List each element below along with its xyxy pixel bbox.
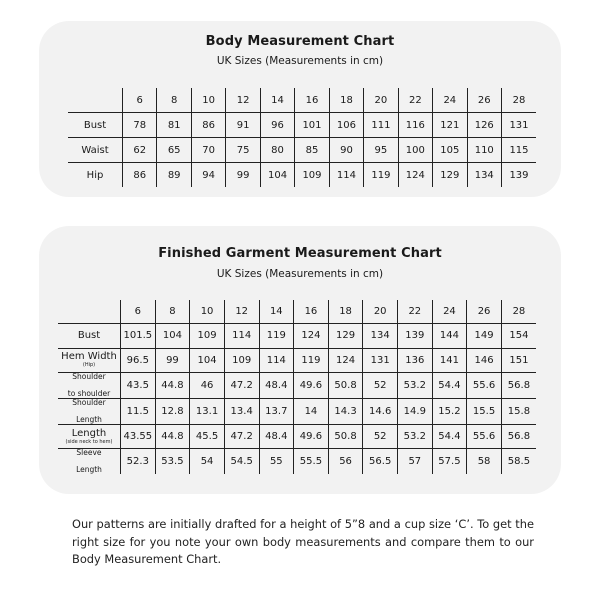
- measurement-cell: 56: [328, 449, 363, 475]
- measurement-cell: 75: [226, 138, 260, 163]
- measurement-cell: 78: [123, 113, 157, 138]
- measurement-cell: 109: [190, 324, 225, 348]
- size-header-cell: 26: [467, 88, 501, 113]
- measurement-cell: 80: [260, 138, 294, 163]
- size-header-cell: 10: [190, 300, 225, 324]
- body-chart-subtitle: UK Sizes (Measurements in cm): [216, 55, 384, 67]
- measurement-cell: 11.5: [121, 398, 156, 424]
- measurement-cell: 141: [432, 348, 467, 372]
- measurement-cell: 57: [398, 449, 433, 475]
- measurement-cell: 57.5: [432, 449, 467, 475]
- measurement-cell: 114: [329, 163, 363, 188]
- row-label-text: Hem Width: [61, 351, 117, 363]
- measurement-cell: 58: [467, 449, 502, 475]
- row-label-text: Bust: [83, 119, 107, 131]
- measurement-cell: 13.1: [190, 398, 225, 424]
- row-label-text: Sleeve: [76, 448, 102, 458]
- measurement-cell: 50.8: [328, 372, 363, 398]
- measurement-cell: 14.9: [398, 398, 433, 424]
- measurement-cell: 99: [155, 348, 190, 372]
- measurement-cell: 90: [329, 138, 363, 163]
- measurement-cell: 56.5: [363, 449, 398, 475]
- measurement-cell: 46: [190, 372, 225, 398]
- measurement-cell: 56.8: [501, 424, 536, 448]
- measurement-cell: 146: [467, 348, 502, 372]
- size-header-cell: 14: [260, 88, 294, 113]
- size-header-cell: 18: [328, 300, 363, 324]
- row-label: [58, 372, 121, 398]
- size-header-cell: 16: [294, 300, 329, 324]
- measurement-cell: 119: [259, 324, 294, 348]
- size-header-cell: 8: [157, 88, 191, 113]
- row-label: [58, 348, 121, 372]
- measurement-cell: 48.4: [259, 424, 294, 448]
- measurement-cell: 91: [226, 113, 260, 138]
- measurement-cell: 48.4: [259, 372, 294, 398]
- measurement-cell: 50.8: [328, 424, 363, 448]
- sizing-note: Our patterns are initially drafted for a height of 5”8 and a cup size ‘C’. To get the right size for you note your own body measurements and compare them to our Body Measurement Chart.: [72, 517, 534, 566]
- measurement-cell: 44.8: [155, 424, 190, 448]
- measurement-cell: 52: [363, 424, 398, 448]
- measurement-row: [58, 324, 536, 348]
- measurement-cell: 55.5: [294, 449, 329, 475]
- row-label-sub: (Hip): [82, 362, 96, 369]
- size-header-cell: 20: [364, 88, 398, 113]
- measurement-cell: 95: [364, 138, 398, 163]
- row-label-text: Shoulder: [72, 397, 106, 407]
- size-header-row: [58, 300, 536, 324]
- row-label-text: Length: [71, 427, 107, 439]
- measurement-cell: 89: [157, 163, 191, 188]
- measurement-cell: 12.8: [155, 398, 190, 424]
- measurement-cell: 15.8: [501, 398, 536, 424]
- size-header-cell: 16: [295, 88, 329, 113]
- size-header-cell: 10: [191, 88, 225, 113]
- row-label: [68, 138, 123, 163]
- measurement-cell: 129: [433, 163, 467, 188]
- measurement-cell: 131: [501, 113, 536, 138]
- measurement-cell: 119: [294, 348, 329, 372]
- measurement-cell: 129: [328, 324, 363, 348]
- size-header-cell: 12: [226, 88, 260, 113]
- measurement-cell: 106: [329, 113, 363, 138]
- measurement-cell: 53.5: [155, 449, 190, 475]
- measurement-cell: 121: [433, 113, 467, 138]
- body-measurement-table: [68, 88, 536, 187]
- measurement-cell: 124: [328, 348, 363, 372]
- measurement-cell: 109: [224, 348, 259, 372]
- measurement-cell: 15.2: [432, 398, 467, 424]
- measurement-cell: 104: [260, 163, 294, 188]
- measurement-cell: 55: [259, 449, 294, 475]
- size-header-cell: 6: [123, 88, 157, 113]
- size-header-cell: 14: [259, 300, 294, 324]
- measurement-cell: 85: [295, 138, 329, 163]
- measurement-cell: 94: [191, 163, 225, 188]
- row-label-text-2: to shoulder: [67, 388, 111, 398]
- size-header-cell: 24: [432, 300, 467, 324]
- size-header-cell: 24: [433, 88, 467, 113]
- measurement-row: [68, 163, 536, 188]
- measurement-cell: 126: [467, 113, 501, 138]
- measurement-cell: 114: [224, 324, 259, 348]
- measurement-cell: 104: [155, 324, 190, 348]
- measurement-cell: 110: [467, 138, 501, 163]
- measurement-cell: 52.3: [121, 449, 156, 475]
- measurement-row: [58, 398, 536, 424]
- size-header-row: [68, 88, 536, 113]
- row-label-text: Hip: [86, 169, 104, 181]
- measurement-cell: 13.7: [259, 398, 294, 424]
- measurement-cell: 100: [398, 138, 432, 163]
- measurement-cell: 86: [123, 163, 157, 188]
- garment-chart-subtitle: UK Sizes (Measurements in cm): [216, 268, 384, 280]
- measurement-cell: 14: [294, 398, 329, 424]
- measurement-cell: 96.5: [121, 348, 156, 372]
- row-label: [58, 324, 121, 348]
- measurement-row: [68, 113, 536, 138]
- measurement-cell: 151: [501, 348, 536, 372]
- measurement-cell: 101.5: [121, 324, 156, 348]
- measurement-cell: 81: [157, 113, 191, 138]
- measurement-cell: 13.4: [224, 398, 259, 424]
- measurement-cell: 43.55: [121, 424, 156, 448]
- measurement-cell: 134: [363, 324, 398, 348]
- measurement-cell: 52: [363, 372, 398, 398]
- row-label-text: Waist: [81, 144, 109, 156]
- row-label: [68, 113, 123, 138]
- measurement-cell: 101: [295, 113, 329, 138]
- measurement-row: [58, 449, 536, 475]
- measurement-cell: 65: [157, 138, 191, 163]
- row-label-text-2: Length: [76, 465, 102, 475]
- measurement-cell: 15.5: [467, 398, 502, 424]
- body-chart-title: Body Measurement Chart: [205, 34, 395, 49]
- measurement-cell: 53.2: [398, 372, 433, 398]
- corner-cell: [68, 88, 123, 113]
- measurement-cell: 62: [123, 138, 157, 163]
- measurement-cell: 104: [190, 348, 225, 372]
- size-header-cell: 20: [363, 300, 398, 324]
- measurement-cell: 45.5: [190, 424, 225, 448]
- measurement-cell: 56.8: [501, 372, 536, 398]
- measurement-cell: 114: [259, 348, 294, 372]
- measurement-cell: 54: [190, 449, 225, 475]
- garment-chart-title: Finished Garment Measurement Chart: [158, 246, 442, 261]
- measurement-cell: 124: [398, 163, 432, 188]
- measurement-cell: 144: [432, 324, 467, 348]
- measurement-row: [68, 138, 536, 163]
- measurement-cell: 116: [398, 113, 432, 138]
- measurement-cell: 96: [260, 113, 294, 138]
- measurement-cell: 131: [363, 348, 398, 372]
- row-label: [58, 449, 121, 475]
- measurement-cell: 124: [294, 324, 329, 348]
- row-label: [58, 398, 121, 424]
- measurement-cell: 139: [398, 324, 433, 348]
- measurement-cell: 54.4: [432, 424, 467, 448]
- measurement-cell: 111: [364, 113, 398, 138]
- measurement-cell: 43.5: [121, 372, 156, 398]
- size-header-cell: 26: [467, 300, 502, 324]
- measurement-cell: 47.2: [224, 424, 259, 448]
- measurement-row: [58, 372, 536, 398]
- size-header-cell: 28: [501, 300, 536, 324]
- measurement-cell: 139: [509, 169, 529, 181]
- size-header-cell: 8: [155, 300, 190, 324]
- size-header-cell: 12: [224, 300, 259, 324]
- measurement-cell: 86: [191, 113, 225, 138]
- measurement-cell: 119: [364, 163, 398, 188]
- measurement-cell: 115: [501, 138, 536, 163]
- size-header-cell: 18: [329, 88, 363, 113]
- measurement-cell: 136: [398, 348, 433, 372]
- measurement-cell: 49.6: [294, 424, 329, 448]
- size-header-cell: 28: [501, 88, 536, 113]
- row-label-sub: (side neck to hem): [65, 438, 113, 445]
- row-label: [68, 163, 123, 188]
- measurement-cell: 55.6: [467, 372, 502, 398]
- row-label-text: Bust: [77, 330, 101, 342]
- measurement-row: [58, 348, 536, 372]
- measurement-cell: 99: [226, 163, 260, 188]
- measurement-cell: 54.4: [432, 372, 467, 398]
- measurement-cell: 105: [433, 138, 467, 163]
- measurement-cell: 47.2: [224, 372, 259, 398]
- measurement-row: [58, 424, 536, 448]
- row-label-text-2: Length: [76, 414, 102, 424]
- measurement-cell: 55.6: [467, 424, 502, 448]
- corner-cell: [58, 300, 121, 324]
- measurement-cell: 149: [467, 324, 502, 348]
- measurement-cell: 134: [467, 163, 501, 188]
- measurement-cell: 14.6: [363, 398, 398, 424]
- size-header-cell: 6: [121, 300, 156, 324]
- measurement-cell: 58.5: [507, 456, 531, 468]
- row-label-text: Shoulder: [72, 371, 106, 381]
- size-header-cell: 22: [398, 300, 433, 324]
- measurement-cell: 44.8: [155, 372, 190, 398]
- measurement-cell: 49.6: [294, 372, 329, 398]
- measurement-cell: 154: [501, 324, 536, 348]
- measurement-cell: 14.3: [328, 398, 363, 424]
- measurement-cell: 53.2: [398, 424, 433, 448]
- garment-measurement-table: [58, 300, 536, 474]
- measurement-cell: 109: [295, 163, 329, 188]
- measurement-cell: 70: [191, 138, 225, 163]
- row-label: [58, 424, 121, 448]
- measurement-cell: 54.5: [224, 449, 259, 475]
- size-header-cell: 22: [398, 88, 432, 113]
